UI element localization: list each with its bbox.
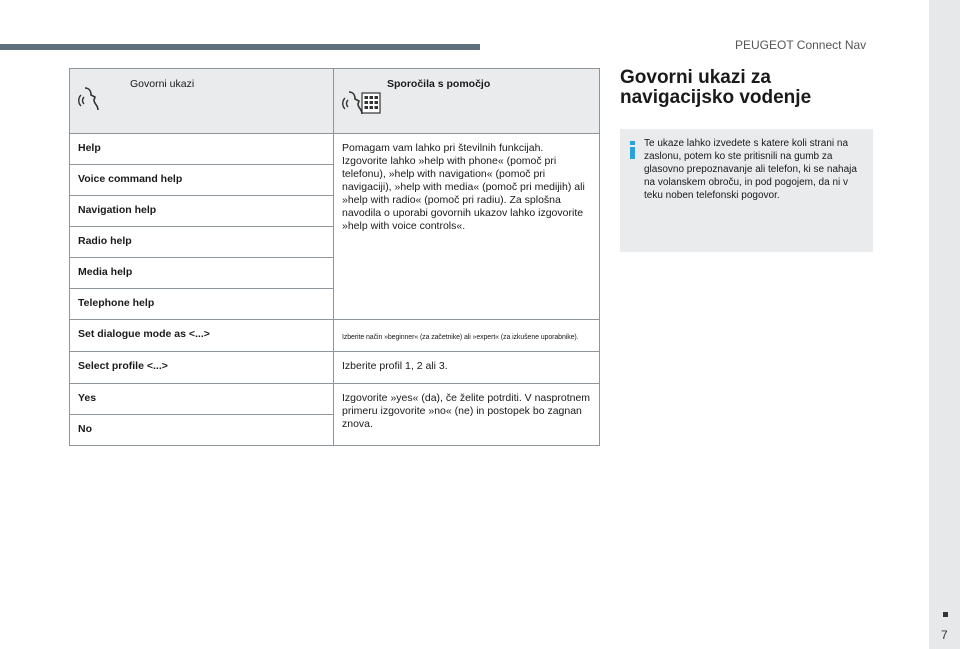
col2-header: Sporočila s pomočjo [387,78,491,90]
cmd-select-profile: Select profile <...> [70,352,334,384]
side-strip [929,0,960,649]
table-row [70,134,600,165]
page-number: 7 [941,628,948,642]
dialogue-message: Izberite način »beginner« (za začetnike) ali »expert« (za izkušene uporabnike). [334,320,600,352]
cmd-radio-help: Radio help [70,227,334,258]
cmd-voice-command-help: Voice command help [70,165,334,196]
top-rule [0,44,480,50]
voice-command-icon [78,83,108,116]
cmd-help: Help [70,134,334,165]
cmd-media-help: Media help [70,258,334,289]
table-row [70,320,600,352]
page-marker [943,612,948,617]
info-box [620,129,873,252]
table-row [70,384,600,415]
brand-header: PEUGEOT Connect Nav [735,38,867,52]
cmd-set-dialogue-mode: Set dialogue mode as <...> [70,320,334,352]
voice-commands-table [69,68,600,446]
info-icon [628,141,638,164]
voice-help-icon [342,83,382,120]
cmd-no: No [70,415,334,446]
header-voice-commands [70,69,334,134]
help-message: Pomagam vam lahko pri številnih funkcijah. Izgovorite lahko »help with phone« (pomoč pri telefonu), »help with navigation« (pomoč pri navigaciji), »help with media« (pomoč pri medijih) ali »help with radio« (pomoč pri radiu). Za splošna navodila o uporabi govornih ukazov lahko izgovorite »help with voice controls«. [334,134,600,320]
info-text: Te ukaze lahko izvedete s katere koli strani na zaslonu, potem ko ste pritisnili na gumb za glasovno prepoznavanje ali telefon, ki se nahaja na volanskem obroču, in pod pogojem, da ni v teku noben telefonski pogovor. [644,138,857,201]
table-row [70,352,600,384]
header-help-messages [334,69,600,134]
table-header-row [70,69,600,134]
cmd-telephone-help: Telephone help [70,289,334,320]
col1-header: Govorni ukazi [130,78,195,90]
section-title: Govorni ukazi za navigacijsko vodenje [620,67,812,108]
cmd-navigation-help: Navigation help [70,196,334,227]
profile-message: Izberite profil 1, 2 ali 3. [334,352,600,384]
cmd-yes: Yes [70,384,334,415]
yesno-message: Izgovorite »yes« (da), če želite potrditi. V nasprotnem primeru izgovorite »no« (ne) in postopek bo zagnan znova. [334,384,600,446]
